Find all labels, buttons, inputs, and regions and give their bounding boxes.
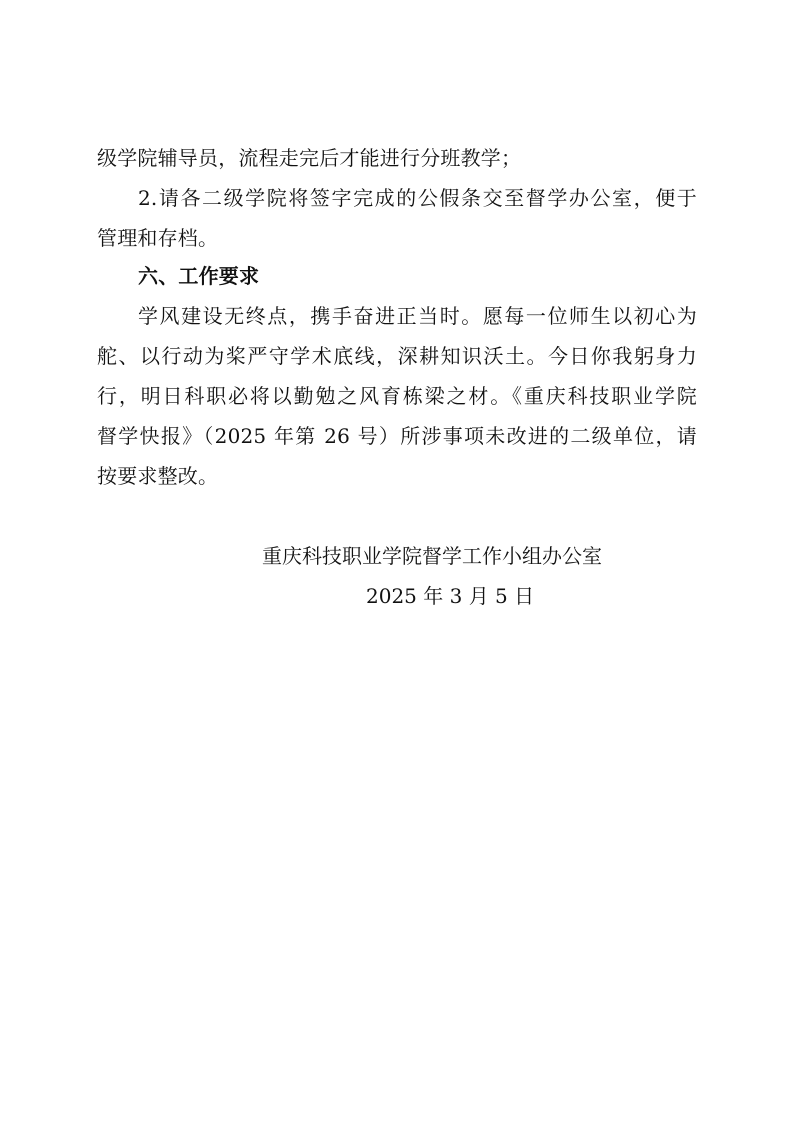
paragraph-line-5: 按要求整改。 xyxy=(97,464,219,488)
paragraph-line-2: 舵、以行动为桨严守学术底线，深耕知识沃土。今日你我躬身力 xyxy=(97,344,697,368)
signature-date: 2025 年 3 月 5 日 xyxy=(366,584,535,608)
list-item-2-line-2: 管理和存档。 xyxy=(97,226,219,250)
section-heading-work-requirements: 六、工作要求 xyxy=(138,264,260,288)
signature-organization: 重庆科技职业学院督学工作小组办公室 xyxy=(262,544,602,568)
paragraph-line-1: 学风建设无终点，携手奋进正当时。愿每一位师生以初心为 xyxy=(138,304,697,328)
paragraph-line-3: 行，明日科职必将以勤勉之风育栋梁之材。《重庆科技职业学院 xyxy=(97,384,697,408)
paragraph-line-4: 督学快报》（2025 年第 26 号）所涉事项未改进的二级单位，请 xyxy=(97,424,697,448)
list-item-2-line-1: 2.请各二级学院将签字完成的公假条交至督学办公室，便于 xyxy=(138,186,697,210)
paragraph-line-continuation: 级学院辅导员，流程走完后才能进行分班教学； xyxy=(97,146,522,170)
